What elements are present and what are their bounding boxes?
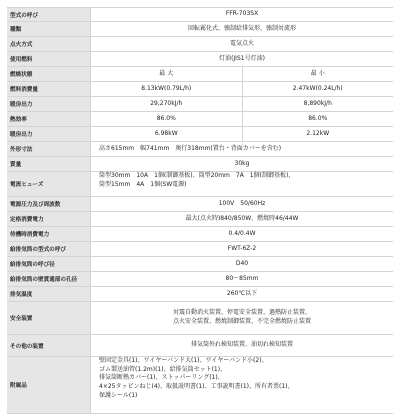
output-values [91, 97, 393, 111]
row-other-devices [7, 335, 393, 357]
accessories-line: 保護シール(1) [99, 391, 138, 399]
row-label: 燃焼状態 [7, 67, 91, 81]
other-devices-value: 排気筒外れ検知装置、油切れ検知装置 [190, 341, 293, 349]
output-max: 29,270kJ/h [150, 99, 183, 107]
row-label: 給排気筒の型式の呼び [7, 242, 91, 256]
row-label: 電源圧力及び周波数 [7, 197, 91, 211]
row-label: 電流ヒューズ [7, 172, 91, 196]
fuel-consumption-values [91, 82, 393, 96]
combustion-max: 最 大 [159, 69, 174, 77]
fuel-consumption-max: 8.13kW(0.79L/h) [141, 84, 192, 92]
row-safety [7, 302, 393, 335]
accessories-value [91, 357, 393, 413]
row-label: 給排気筒の呼び径 [7, 257, 91, 271]
combustion-min: 最 小 [242, 67, 394, 81]
row-type [7, 22, 393, 37]
thermal-efficiency-min: 86.0% [242, 112, 394, 126]
output-min: 8,890kJ/h [242, 97, 394, 111]
vent-type-value: FWT-6Z-2 [227, 244, 257, 252]
row-model [7, 7, 393, 22]
row-label: 暖房出力 [7, 97, 91, 111]
row-label: 点火方式 [7, 37, 91, 51]
fuel-consumption-min: 2.47kW(0.24L/h) [242, 82, 394, 96]
accessories-line: 壁固定金具(1)、ワイヤーバンド大(1)、ワイヤーバンド小(2)、 [99, 357, 268, 364]
row-rated-power [7, 212, 393, 227]
row-accessories [7, 357, 393, 414]
heat-output-max: 6.98kW [154, 129, 178, 137]
safety-value [91, 302, 393, 334]
heat-output-min: 2.12kW [242, 127, 394, 141]
row-heat-output [7, 127, 393, 142]
row-thermal-efficiency [7, 112, 393, 127]
row-exhaust-temp [7, 287, 393, 302]
row-label: 質量 [7, 157, 91, 171]
wall-hole-value: 80～85mm [225, 274, 259, 282]
safety-line: 点火安全装置、燃焼制御装置、不完全燃焼防止装置 [172, 318, 311, 325]
row-ignition [7, 37, 393, 52]
row-vent-diameter [7, 257, 393, 272]
row-combustion [7, 67, 393, 82]
combustion-values [91, 67, 393, 81]
row-vent-type [7, 242, 393, 257]
row-label: 熱効率 [7, 112, 91, 126]
fuse-value [91, 172, 393, 196]
row-label: 外形寸法 [7, 142, 91, 156]
row-dimensions [7, 142, 393, 157]
row-standby-power [7, 227, 393, 242]
row-label: 燃料消費量 [7, 82, 91, 96]
heat-output-values [91, 127, 393, 141]
model-value: FFR-703SX [225, 10, 259, 18]
power-value: 100V 50/60Hz [218, 199, 266, 207]
safety-line: 対震自動消火装置、停電安全装置、過熱防止装置、 [172, 309, 311, 317]
ignition-value: 電気点火 [229, 39, 254, 47]
rated-power-value: 最大(点火時)840/850W、燃焼時46/44W [185, 214, 299, 222]
row-mass [7, 157, 393, 172]
thermal-efficiency-values [91, 112, 393, 126]
row-label: 排気温度 [7, 287, 91, 301]
exhaust-temp-value: 260℃以下 [226, 289, 258, 297]
fuse-line: 筒型15mm 4A 1個(SW電源) [99, 180, 187, 188]
row-label: 型式の呼び [7, 8, 91, 21]
vent-diameter-value: D40 [235, 259, 249, 267]
fuel-value: 灯油(JIS1号灯油) [219, 54, 265, 62]
row-fuel-consumption [7, 82, 393, 97]
row-label: 附属品 [7, 357, 91, 413]
row-label: 暖房出力 [7, 127, 91, 141]
row-label: 種類 [7, 22, 91, 36]
row-label: 給排気筒の壁貫通部の孔径 [7, 272, 91, 286]
row-fuel [7, 52, 393, 67]
accessories-line: 4×25タッピンねじ(4)、取扱説明書(1)、工事説明書(1)、所有者票(1)、 [99, 383, 294, 391]
type-value: 回転霧化式、強制給排気形、強制対流形 [187, 24, 296, 32]
row-label: 安全装置 [7, 302, 91, 334]
mass-value: 30kg [234, 159, 250, 167]
row-output [7, 97, 393, 112]
row-fuse [7, 172, 393, 197]
standby-power-value: 0.4/0.4W [228, 229, 256, 237]
row-power [7, 197, 393, 212]
row-label: 定格消費電力 [7, 212, 91, 226]
accessories-line: 排気筒断熱カバー(1)、ストッパーリング(1)、 [99, 374, 224, 382]
accessories-line: ゴム製送油管(1.2m)(1)、給排気筒セット(1)、 [99, 365, 227, 373]
thermal-efficiency-max: 86.0% [156, 114, 176, 122]
row-wall-hole [7, 272, 393, 287]
dimensions-value: 高さ615mm 幅741mm 奥行318mm(置台・背面カバーを含む) [99, 144, 282, 152]
spec-table [7, 7, 393, 414]
fuse-line: 筒型30mm 10A 1個(制御基板)、筒型20mm 7A 1個(制御基板)、 [99, 172, 295, 179]
row-label: 待機時消費電力 [7, 227, 91, 241]
row-label: その他の装置 [7, 335, 91, 356]
row-label: 使用燃料 [7, 52, 91, 66]
